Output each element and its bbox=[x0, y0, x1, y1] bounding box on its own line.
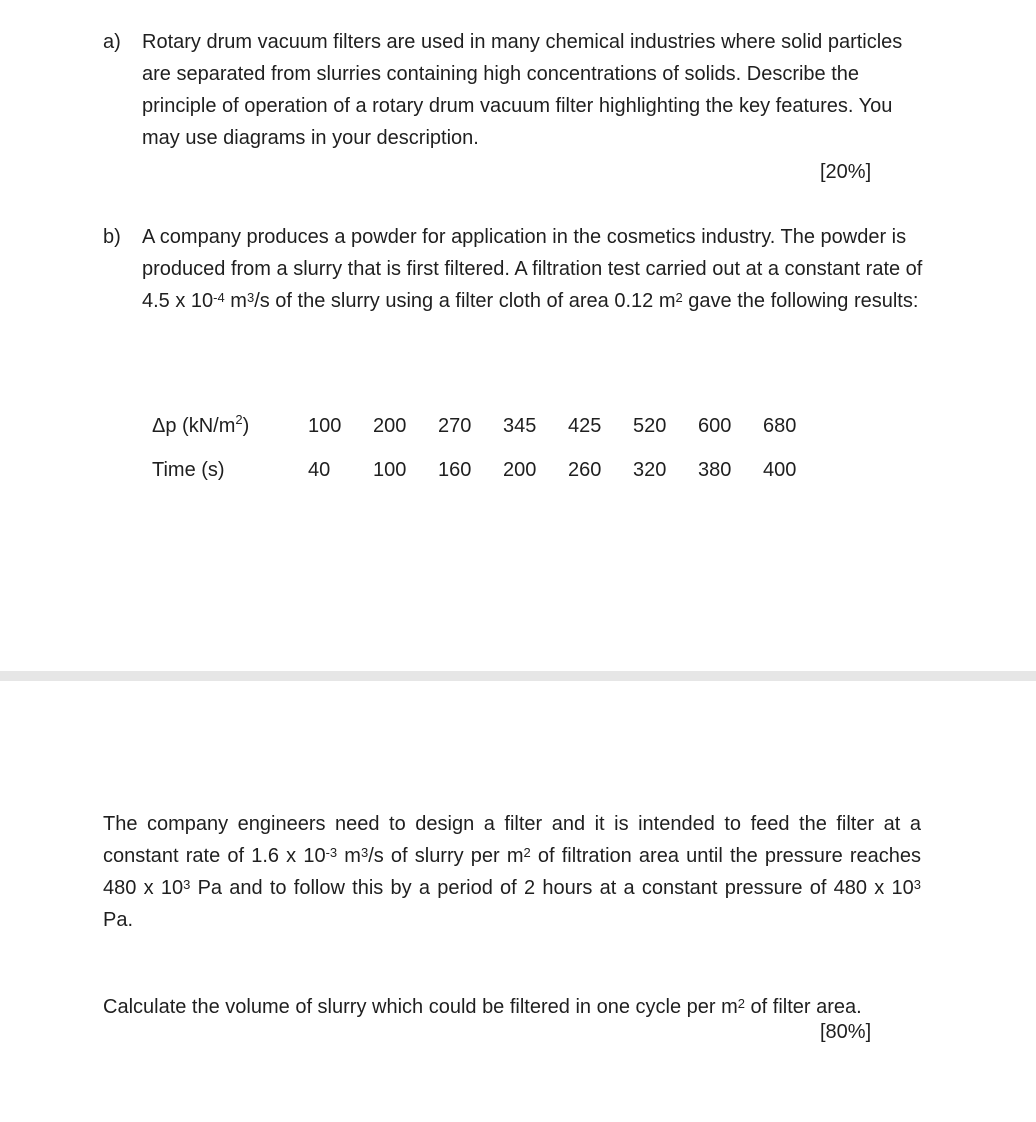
pressure-value: 680 bbox=[763, 414, 797, 437]
continuation-paragraph: The company engineers need to design a filter and it is intended to feed the filter at a constant rate of 1.6 x $10^{-3}$ $m^3/s$ of slurry per $m^2$ of filtration area until the pressure reaches 480 x $10^3$ Pa and to follow this by a period of 2 hours at a constant pressure of 480 x $10^3$ Pa. bbox=[103, 813, 922, 931]
part-b-mark: [80%] bbox=[820, 1021, 872, 1043]
time-value: 40 bbox=[308, 458, 331, 481]
part-a-text: Rotary drum vacuum filters are used in many chemical industries where solid particles are separated from slurries containing high concentrations of solids. Describe the principle of operation of a rotary drum vacuum filter highlighting the key features. You may use diagrams in your description. bbox=[142, 31, 903, 149]
pressure-value: 345 bbox=[503, 414, 537, 437]
pressure-row bbox=[142, 404, 828, 448]
calculate-question: Calculate the volume of slurry which could be filtered in one cycle per $m^2$ of filter area. bbox=[103, 996, 862, 1018]
time-value: 100 bbox=[373, 458, 407, 481]
part-b-text: A company produces a powder for application in the cosmetics industry. The powder is produced from a slurry that is first filtered. A filtration test carried out at a constant rate of 4.5 x $10^{-4}$ $m^3/s$ of the slurry using a filter cloth of area 0.12 $m^2$ gave the following results: bbox=[142, 226, 923, 312]
time-value: 260 bbox=[568, 458, 602, 481]
filtration-data-table bbox=[142, 404, 828, 492]
pressure-value: 270 bbox=[438, 414, 472, 437]
pressure-value: 100 bbox=[308, 414, 342, 437]
time-row-header: Time (s) bbox=[152, 458, 225, 481]
pressure-value: 520 bbox=[633, 414, 667, 437]
time-value: 160 bbox=[438, 458, 472, 481]
pressure-value: 200 bbox=[373, 414, 407, 437]
part-b-label: b) bbox=[103, 226, 121, 248]
time-value: 200 bbox=[503, 458, 537, 481]
time-value: 400 bbox=[763, 458, 797, 481]
time-row bbox=[142, 448, 828, 492]
pressure-value: 600 bbox=[698, 414, 732, 437]
time-value: 380 bbox=[698, 458, 732, 481]
time-value: 320 bbox=[633, 458, 667, 481]
part-a-mark: [20%] bbox=[820, 161, 872, 183]
pressure-value: 425 bbox=[568, 414, 602, 437]
part-a-label: a) bbox=[103, 31, 121, 53]
pressure-row-header: Δp $(kN/m^2)$ bbox=[152, 411, 250, 437]
page-divider bbox=[0, 671, 1036, 681]
